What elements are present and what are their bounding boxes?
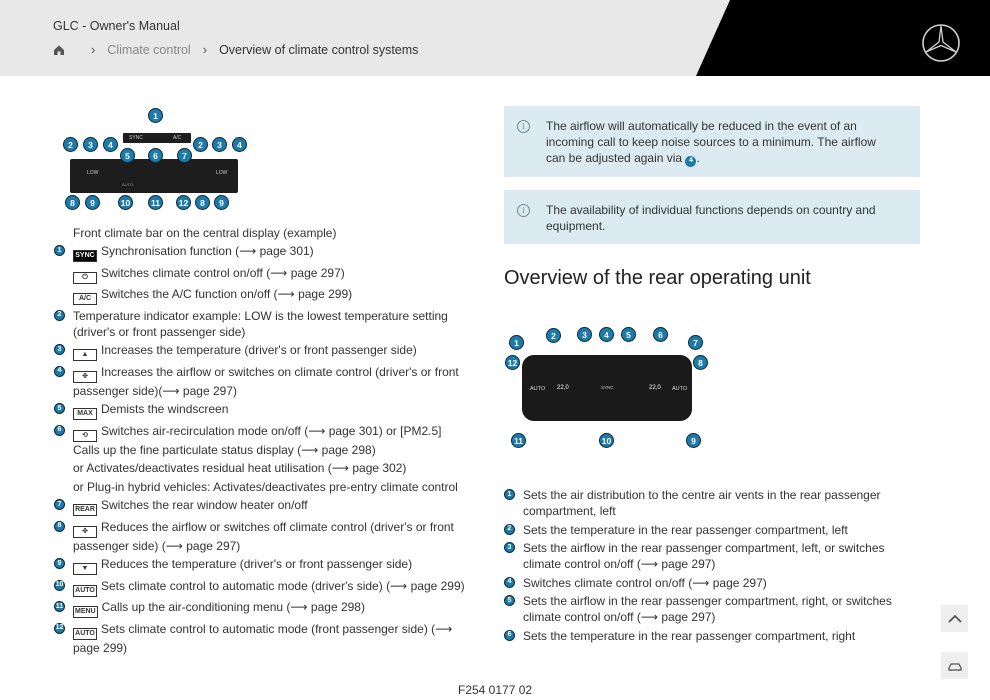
- callout-2: 2: [63, 137, 78, 152]
- legend-text: Calls up the air-conditioning menu (⟶ page 298): [101, 600, 365, 614]
- legend-number: 1: [54, 245, 65, 256]
- rear-operating-unit-figure: [502, 325, 722, 455]
- callout-9: 9: [85, 195, 100, 210]
- info-note-availability: [504, 190, 920, 244]
- front-figure-caption: Front climate bar on the central display (example): [73, 226, 337, 240]
- legend-text: Reduces the airflow or switches off climate control (driver's or front passenger side) (⟶ page 297): [73, 519, 454, 553]
- callout-11: 11: [511, 433, 526, 448]
- mercedes-star-logo[interactable]: [921, 23, 961, 63]
- legend-number: 3: [54, 344, 65, 355]
- callout-8: 8: [65, 195, 80, 210]
- legend-text: Sets the air distribution to the centre air vents in the rear passenger compartment, left: [523, 488, 881, 518]
- front-legend-item: [54, 243, 469, 262]
- front-legend-item: [54, 497, 469, 516]
- button-symbol-icon: ▼: [73, 563, 97, 575]
- callout-10: 10: [599, 433, 614, 448]
- button-symbol-icon: ▲: [73, 349, 97, 361]
- inline-callout: 4: [685, 156, 696, 167]
- callout-4: 4: [232, 137, 247, 152]
- legend-text: Sets climate control to automatic mode (front passenger side) (⟶ page 299): [73, 621, 453, 655]
- home-icon[interactable]: [53, 44, 65, 56]
- display-sync: SYNC: [129, 135, 143, 141]
- chevron-up-icon: [948, 614, 962, 624]
- front-legend-item: [54, 286, 469, 305]
- callout-2: 2: [193, 137, 208, 152]
- legend-text: Demists the windscreen: [101, 402, 229, 416]
- rear-legend-item: [504, 522, 920, 538]
- display-auto: AUTO: [122, 182, 134, 187]
- front-legend-item: [54, 308, 469, 340]
- front-legend-item: [54, 364, 469, 399]
- callout-9: 9: [686, 433, 701, 448]
- callout-5: 5: [120, 148, 135, 163]
- legend-text: Sets climate control to automatic mode (driver's side) (⟶ page 299): [101, 578, 465, 593]
- rear-legend-item: [504, 628, 920, 644]
- front-legend-item: [54, 265, 469, 284]
- callout-6: 6: [148, 148, 163, 163]
- callout-8: 8: [195, 195, 210, 210]
- callout-8: 8: [693, 355, 708, 370]
- breadcrumb-current: Overview of climate control systems: [219, 42, 419, 57]
- legend-number: 6: [504, 630, 515, 641]
- legend-text: Switches climate control on/off (⟶ page 297): [101, 265, 345, 280]
- callout-1: 1: [148, 108, 163, 123]
- legend-text: Sets the temperature in the rear passenger compartment, left: [523, 522, 848, 537]
- note-text: The availability of individual functions depends on country and equipment.: [546, 203, 876, 233]
- display-low-right: LOW: [216, 170, 228, 176]
- section-title-rear: Overview of the rear operating unit: [504, 267, 811, 289]
- legend-number: 4: [504, 577, 515, 588]
- legend-number: 7: [54, 499, 65, 510]
- front-legend-item: [54, 479, 469, 495]
- front-legend-item: [54, 578, 469, 597]
- breadcrumb: [53, 42, 418, 57]
- legend-number: 5: [504, 595, 515, 606]
- callout-1: 1: [509, 335, 524, 350]
- front-climate-bar-figure: [58, 106, 258, 216]
- rear-legend-item: [504, 593, 920, 625]
- rear-legend-item: [504, 540, 920, 572]
- figure-id: F254 0177 02: [458, 683, 533, 697]
- scroll-to-top-button[interactable]: [941, 605, 968, 632]
- legend-text: or Plug-in hybrid vehicles: Activates/deactivates pre-entry climate control: [73, 479, 458, 494]
- callout-11: 11: [148, 195, 163, 210]
- callout-7: 7: [177, 148, 192, 163]
- callout-7: 7: [688, 335, 703, 350]
- legend-text: Synchronisation function (⟶ page 301): [101, 244, 314, 258]
- car-icon: [947, 660, 963, 672]
- legend-text: Temperature indicator example: LOW is the lowest temperature setting (driver's or front passenger side): [73, 308, 448, 339]
- display-auto-left: AUTO: [530, 386, 546, 392]
- rear-legend-list: [504, 487, 920, 646]
- front-legend-item: [54, 599, 469, 618]
- callout-3: 3: [577, 327, 592, 342]
- legend-number: 2: [54, 310, 65, 321]
- callout-2: 2: [546, 328, 561, 343]
- legend-text: Sets the airflow in the rear passenger compartment, right, or switches climate control on/off (⟶ page 297): [523, 594, 892, 624]
- legend-text: Increases the airflow or switches on climate control (driver's or front passenger side)(⟶ page 297): [73, 364, 459, 398]
- legend-text: Switches air-recirculation mode on/off (⟶ page 301) or [PM2.5] Calls up the fine particulate status display (⟶ page 298): [73, 423, 442, 457]
- chevron-right-icon: ›: [202, 42, 208, 57]
- legend-number: 2: [504, 524, 515, 535]
- info-icon: i: [517, 120, 530, 133]
- vehicle-menu-button[interactable]: [941, 652, 968, 679]
- button-symbol-icon: MENU: [73, 606, 98, 618]
- doc-title: GLC - Owner's Manual: [53, 19, 180, 33]
- chevron-right-icon: ›: [91, 42, 96, 57]
- display-temp-left: 22,0: [557, 385, 569, 391]
- legend-text: Sets the temperature in the rear passenger compartment, right: [523, 628, 856, 643]
- button-symbol-icon: A/C: [73, 293, 97, 305]
- front-legend-item: [54, 423, 469, 458]
- display-ac: A/C: [173, 135, 182, 141]
- callout-10: 10: [118, 195, 133, 210]
- callout-6: 6: [653, 327, 668, 342]
- front-climate-bar: [70, 159, 238, 193]
- legend-text: Sets the airflow in the rear passenger compartment, left, or switches climate control on/off (⟶ page 297): [523, 541, 885, 571]
- legend-number: 11: [54, 601, 65, 612]
- legend-number: 4: [54, 366, 65, 377]
- legend-text: Increases the temperature (driver's or front passenger side): [101, 343, 417, 357]
- front-legend-item: [54, 401, 469, 420]
- display-temp-right: 22,0: [649, 385, 661, 391]
- legend-number: 5: [54, 403, 65, 414]
- button-symbol-icon: ⟲: [73, 430, 97, 442]
- callout-3: 3: [83, 137, 98, 152]
- callout-4: 4: [599, 327, 614, 342]
- legend-number: 12: [54, 623, 65, 634]
- front-legend-list: [54, 243, 469, 658]
- callout-5: 5: [621, 327, 636, 342]
- callout-4: 4: [103, 137, 118, 152]
- button-symbol-icon: REAR: [73, 504, 97, 516]
- button-symbol-icon: ⏻: [73, 272, 97, 284]
- button-symbol-icon: SYNC: [73, 250, 97, 262]
- front-legend-item: [54, 556, 469, 575]
- rear-legend-item: [504, 575, 920, 591]
- button-symbol-icon: AUTO: [73, 585, 97, 597]
- button-symbol-icon: AUTO: [73, 628, 97, 640]
- display-auto-right: AUTO: [672, 386, 688, 392]
- note-text-end: .: [696, 151, 700, 165]
- info-note-airflow: [504, 106, 920, 177]
- display-low-left: LOW: [87, 170, 99, 176]
- legend-number: 1: [504, 489, 515, 500]
- front-legend-item: [54, 519, 469, 554]
- callout-9: 9: [214, 195, 229, 210]
- legend-number: 9: [54, 558, 65, 569]
- legend-number: 6: [54, 425, 65, 436]
- front-legend-item: [54, 342, 469, 361]
- front-legend-item: [54, 460, 469, 476]
- rear-legend-item: [504, 487, 920, 519]
- button-symbol-icon: MAX: [73, 408, 97, 420]
- callout-3: 3: [212, 137, 227, 152]
- legend-number: 10: [54, 580, 65, 591]
- callout-12: 12: [505, 355, 520, 370]
- legend-text: Switches the A/C function on/off (⟶ page 299): [101, 287, 353, 301]
- legend-text: or Activates/deactivates residual heat utilisation (⟶ page 302): [73, 461, 407, 475]
- display-sync-rear: SYNC: [601, 385, 614, 390]
- legend-text: Switches climate control on/off (⟶ page 297): [523, 575, 767, 590]
- legend-number: 8: [54, 521, 65, 532]
- legend-number: 3: [504, 542, 515, 553]
- legend-text: Switches the rear window heater on/off: [101, 498, 308, 512]
- callout-12: 12: [176, 195, 191, 210]
- legend-text: Reduces the temperature (driver's or front passenger side): [101, 557, 413, 571]
- breadcrumb-climate-control[interactable]: Climate control: [107, 42, 191, 57]
- button-symbol-icon: ✤: [73, 371, 97, 383]
- info-icon: i: [517, 204, 530, 217]
- note-text: The airflow will automatically be reduced in the event of an incoming call to keep noise sources to a minimum. The airflow can be adjusted again via: [546, 119, 876, 165]
- button-symbol-icon: ✤: [73, 526, 97, 538]
- front-legend-item: [54, 621, 469, 656]
